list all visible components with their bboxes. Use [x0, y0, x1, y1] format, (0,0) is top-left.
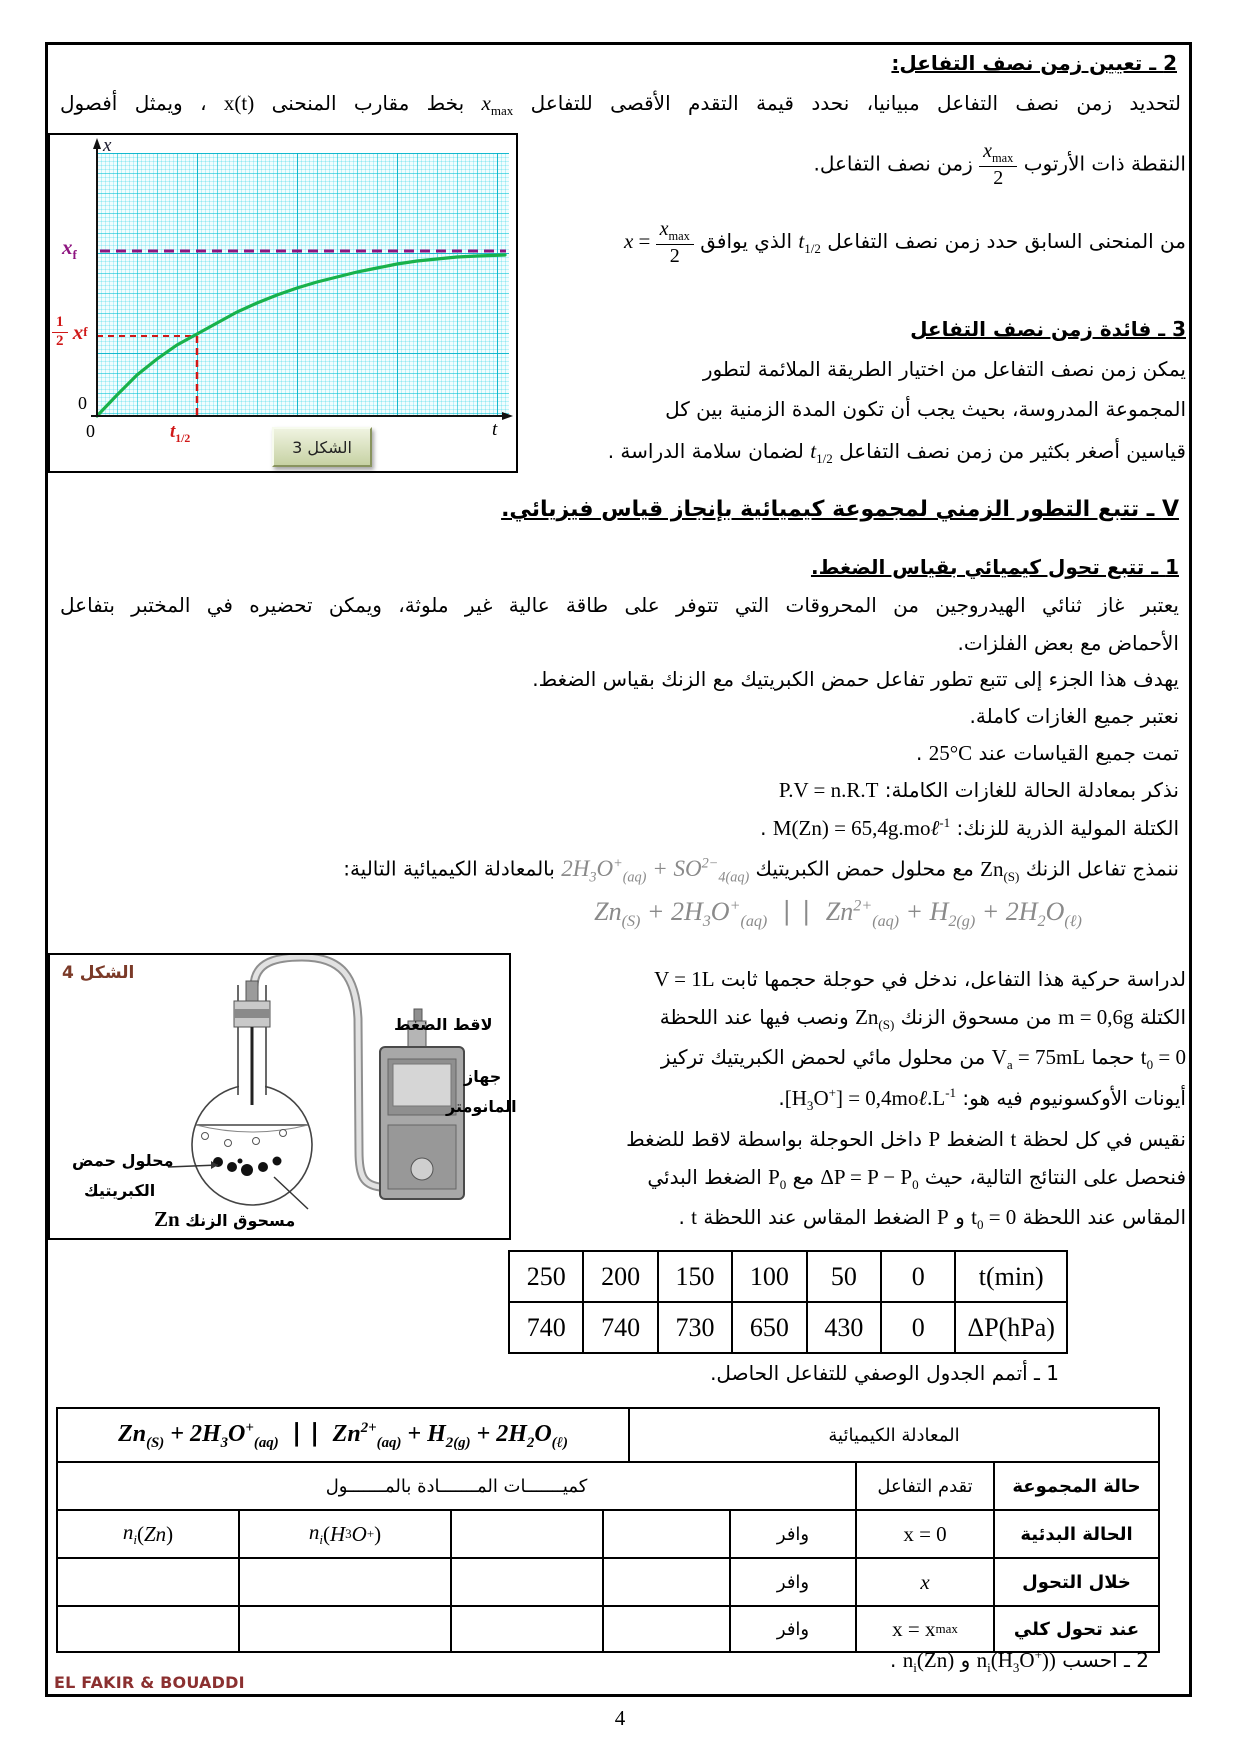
empty-cell — [58, 1559, 240, 1605]
dp-value-cell: 650 — [733, 1303, 807, 1352]
state-cell: الحالة البدئية — [1020, 1523, 1133, 1545]
y-axis-letter: x — [103, 135, 112, 156]
main-equation: $Zn_{(S)} + 2H_3O^+_{(aq)}$ ∣ ∣ $Zn^{2+}_{(aq)} + H_{2(g)} + 2H_2O_{(\ell)}$ — [594, 897, 1082, 931]
pressure-sensor-label: لاقط الضغط — [394, 1015, 493, 1034]
figure3-plot — [50, 135, 516, 471]
sectionV-l4: نعتبر جميع الغازات كاملة. — [969, 704, 1179, 728]
page-number: 4 — [614, 1706, 626, 1730]
dp-header-cell: ΔP(hPa) — [967, 1312, 1055, 1342]
question1: 1 ـ أتمم الجدول الوصفي للتفاعل الحاصل. — [710, 1361, 1059, 1385]
table-row — [510, 1301, 1066, 1352]
figure3-box — [48, 133, 518, 473]
sectionV-sub1: 1 ـ تتبع تحول كيميائي بقياس الضغط. — [810, 555, 1179, 579]
table-row-final — [58, 1605, 1158, 1651]
half-xf-label: 1 2 x f — [52, 315, 88, 350]
progress-cell: x = 0 — [857, 1511, 995, 1557]
device-label-line2: المانومتر — [446, 1097, 517, 1116]
sectionV-l2: الأحماض مع بعض الفلزات. — [957, 631, 1179, 655]
acid-label-line1: محلول حمض — [72, 1151, 174, 1170]
section2-p2: من المنحنى السابق حدد زمن نصف التفاعل $t_{1/2}$ الذي يوافق x = $x_{max}$ 2 — [623, 218, 1186, 268]
empty-cell — [452, 1559, 604, 1605]
t-value-cell: 0 — [882, 1252, 956, 1301]
bubble — [225, 1140, 232, 1147]
stopper-connector — [246, 981, 258, 1003]
device-label-line1: جهاز — [464, 1067, 502, 1086]
state-cell: عند تحول كلي — [1013, 1618, 1140, 1640]
t-half-label: $t_{1/2}$ — [170, 421, 191, 445]
figure3-caption-badge: الشكل 3 — [272, 427, 372, 467]
origin-y-label: 0 — [78, 393, 87, 413]
y-axis-arrow — [93, 138, 101, 149]
t-value-cell: 100 — [733, 1252, 807, 1301]
stopper-band — [234, 1009, 270, 1018]
experiment-r2: الكتلة m = 0,6g من مسحوق الزنك $Zn_{(S)}$ ونصب فيها عند اللحظة — [659, 1005, 1186, 1033]
section2-p1: النقطة ذات الأرتوب $x_{max}$ 2 زمن نصف التفاعل. — [813, 140, 1186, 190]
author-footer: EL FAKIR & BOUADDI — [54, 1673, 245, 1692]
empty-cell — [604, 1607, 731, 1651]
bubble — [280, 1130, 287, 1137]
t-value-cell: 250 — [510, 1252, 584, 1301]
progress-header-cell: تقدم التفاعل — [857, 1463, 995, 1509]
bubble — [253, 1138, 260, 1145]
experiment-r7: المقاس عند اللحظة $t_0 = 0$ و P الضغط المقاس عند اللحظة t . — [678, 1205, 1186, 1233]
manometer-knob — [411, 1158, 433, 1180]
dp-value-cell: 0 — [882, 1303, 956, 1352]
ni-h3o-cell: $n_i$ ( H 3 O + ) — [240, 1511, 452, 1557]
sectionV-l5: تمت جميع القياسات عند 25°C . — [916, 741, 1179, 765]
t-value-cell: 150 — [659, 1252, 733, 1301]
table-row — [58, 1409, 1158, 1461]
ni-zn-cell: $n_i$ ( Zn ) — [58, 1511, 240, 1557]
table-row-during — [58, 1557, 1158, 1605]
excess-cell: وافر — [731, 1607, 857, 1651]
zinc-powder — [227, 1162, 237, 1172]
table-row-initial — [58, 1509, 1158, 1557]
empty-cell — [452, 1511, 604, 1557]
zinc-powder — [258, 1162, 268, 1172]
zinc-powder — [273, 1157, 282, 1166]
state-cell: خلال التحول — [1022, 1571, 1131, 1593]
zinc-powder — [241, 1164, 253, 1176]
dp-value-cell: 730 — [659, 1303, 733, 1352]
empty-cell — [58, 1607, 240, 1651]
figure4-box — [48, 953, 517, 1240]
page-border — [45, 42, 1192, 1697]
table-row — [58, 1461, 1158, 1509]
section3-line2: المجموعة المدروسة، بحيث يجب أن تكون المدة الزمنية بين كل — [665, 397, 1186, 421]
experiment-r1: لدراسة حركية هذا التفاعل، ندخل في حوجلة حجمها ثابت V = 1L — [654, 967, 1186, 991]
experiment-r3: $t_0 = 0$ حجما $V_a = 75mL$ من محلول مائي لحمض الكبريتيك تركيز — [660, 1045, 1186, 1073]
section3-line3: قياسين أصغر بكثير من زمن نصف التفاعل $t_{1/2}$ لضمان سلامة الدراسة . — [607, 439, 1186, 467]
t-value-cell: 50 — [808, 1252, 882, 1301]
sectionV-l8: ننمذج تفاعل الزنك $Zn_{(S)}$ مع محلول حمض الكبريتيك $2H_3O^+_{(aq)} + SO^{2-}_{4(aq)}$ بالمعادلة الكيميائية التالية: — [343, 855, 1179, 886]
excess-cell: وافر — [731, 1559, 857, 1605]
table-row — [510, 1252, 1066, 1301]
excess-cell: وافر — [731, 1511, 857, 1557]
section3-title: 3 ـ فائدة زمن نصف التفاعل — [910, 317, 1186, 341]
pressure-results-table — [508, 1250, 1068, 1354]
sectionV-l6: نذكر بمعادلة الحالة للغازات الكاملة: P.V = n.R.T — [778, 778, 1179, 802]
empty-cell — [452, 1607, 604, 1651]
section2-intro: لتحديد زمن نصف التفاعل مبيانيا، نحدد قيمة التقدم الأقصى للتفاعل $x_{max}$ بخط مقارب المنحنى x(t) ، ويمثل أفصول — [60, 91, 1182, 119]
experiment-r6: فنحصل على النتائج التالية، حيث $\Delta P = P - P_0$ مع $P_0$ الضغط البدئي — [647, 1165, 1186, 1193]
bubble — [202, 1133, 209, 1140]
empty-cell — [240, 1559, 452, 1605]
sectionV-l3: يهدف هذا الجزء إلى تتبع تطور تفاعل حمض الكبريتيك مع الزنك بقياس الضغط. — [532, 667, 1179, 691]
section2-right-column — [536, 141, 1186, 531]
x-of-t-curve — [97, 255, 505, 416]
t-header-cell: t(min) — [978, 1261, 1044, 1291]
state-header-cell: حالة المجموعة — [1012, 1475, 1141, 1497]
descriptive-table — [56, 1407, 1160, 1653]
empty-cell — [240, 1607, 452, 1651]
acid-label-line2: الكبريتيك — [84, 1181, 156, 1200]
question2: 2 ـ احسب $n_i(H_3O^+)$) و $n_i(Zn)$ . — [890, 1647, 1149, 1676]
zinc-powder — [238, 1159, 243, 1164]
figure4-title: الشكل 4 — [62, 963, 135, 983]
equation-header-cell: المعادلة الكيميائية — [828, 1424, 960, 1446]
sectionV-l7: الكتلة المولية الذرية للزنك: M(Zn) = 65,4g.moℓ$^{-1}$ . — [760, 815, 1179, 840]
section2-title: 2 ـ تعيين زمن نصف التفاعل: — [891, 51, 1177, 75]
equation-cell: $Zn_{(S)} + 2H_3O^+_{(aq)}$ ∣ ∣ $Zn^{2+}_{(aq)} + H_{2(g)} + 2H_2O_{(\ell)}$ — [58, 1409, 630, 1461]
empty-cell — [604, 1511, 731, 1557]
dp-value-cell: 430 — [808, 1303, 882, 1352]
xf-label: $x_f$ — [62, 235, 77, 263]
zinc-label: مسحوق الزنك Zn — [154, 1207, 296, 1231]
experiment-r5: نقيس في كل لحظة t الضغط P داخل الحوجلة بواسطة لاقط للضغط — [626, 1127, 1186, 1151]
progress-cell: x = x max — [857, 1607, 995, 1651]
x-axis-letter: t — [492, 419, 498, 440]
sectionV-l1: يعتبر غاز ثنائي الهيدروجين من المحروقات التي تتوفر على طاقة عالية غير ملوثة، ويمكن تحضيره في المختبر بتفاعل — [60, 593, 1179, 617]
dp-value-cell: 740 — [510, 1303, 584, 1352]
quantities-header-cell: كميـــــــات المـــــــادة بالمـــــــول — [58, 1463, 857, 1509]
origin-x-label: 0 — [86, 421, 95, 441]
experiment-r4: أيونات الأوكسونيوم فيه هو: $[H_3O^+]$ = $0,4mo\ell.L^{-1}$. — [778, 1085, 1186, 1114]
progress-cell: x — [857, 1559, 995, 1605]
t-value-cell: 200 — [584, 1252, 658, 1301]
dp-value-cell: 740 — [584, 1303, 658, 1352]
sectionV-title: V ـ تتبع التطور الزمني لمجموعة كيميائية بإنجاز قياس فيزيائي. — [501, 497, 1179, 522]
empty-cell — [604, 1559, 731, 1605]
x-axis-arrow — [502, 412, 513, 420]
manometer-screen — [393, 1064, 451, 1106]
section3-line1: يمكن زمن نصف التفاعل من اختيار الطريقة الملائمة لتطور — [702, 357, 1186, 381]
